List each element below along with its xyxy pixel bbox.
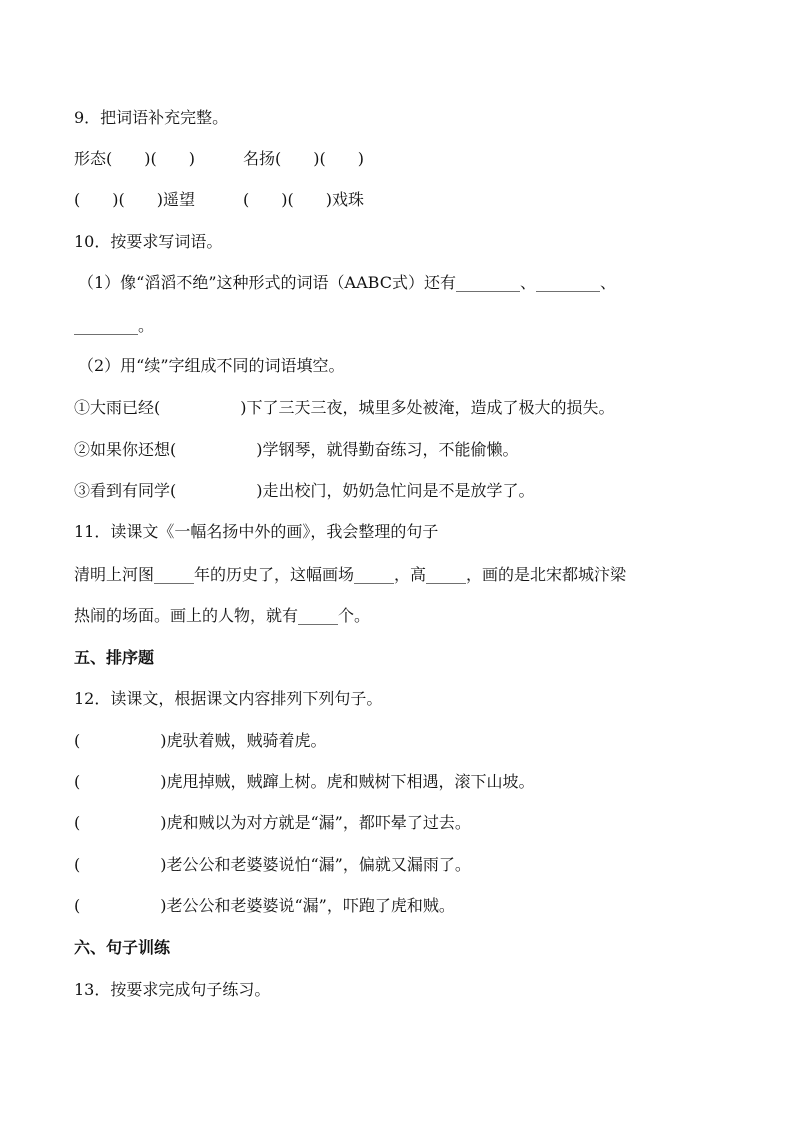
question-11-line-1: 清明上河图_____年的历史了，这幅画场_____，高_____，画的是北宋都城汴梁 bbox=[74, 565, 627, 584]
question-12-item-5: ( )老公公和老婆婆说“漏”，吓跑了虎和贼。 bbox=[74, 896, 455, 915]
question-10-part-1: （1）像“滔滔不绝”这种形式的词语（AABC式）还有________、________、 bbox=[78, 273, 616, 292]
question-10-item-3: ③看到有同学( )走出校门，奶奶急忙问是不是放学了。 bbox=[74, 481, 535, 500]
question-10-heading: 10．按要求写词语。 bbox=[74, 232, 223, 251]
question-12-item-4: ( )老公公和老婆婆说怕“漏”，偏就又漏雨了。 bbox=[74, 855, 471, 874]
question-10-item-2: ②如果你还想( )学钢琴，就得勤奋练习，不能偷懒。 bbox=[74, 440, 519, 459]
question-9-heading: 9．把词语补充完整。 bbox=[74, 108, 229, 127]
question-9-line-2: ( )( )遥望 ( )( )戏珠 bbox=[74, 190, 364, 209]
question-11-line-2: 热闹的场面。画上的人物，就有_____个。 bbox=[74, 606, 371, 625]
question-12-heading: 12．读课文，根据课文内容排列下列句子。 bbox=[74, 689, 383, 708]
question-11-heading: 11．读课文《一幅名扬中外的画》，我会整理的句子 bbox=[74, 522, 439, 541]
question-10-part-2: （2）用“续”字组成不同的词语填空。 bbox=[78, 356, 345, 375]
section-5-title: 五、排序题 bbox=[74, 648, 155, 667]
question-10-part-1-cont: ________。 bbox=[74, 316, 155, 335]
question-12-item-3: ( )虎和贼以为对方就是“漏”，都吓晕了过去。 bbox=[74, 813, 471, 832]
question-13-heading: 13．按要求完成句子练习。 bbox=[74, 980, 271, 999]
section-6-title: 六、句子训练 bbox=[74, 938, 171, 957]
question-12-item-2: ( )虎甩掉贼，贼蹿上树。虎和贼树下相遇，滚下山坡。 bbox=[74, 772, 535, 791]
question-9-line-1: 形态( )( ) 名扬( )( ) bbox=[74, 149, 364, 168]
question-12-item-1: ( )虎驮着贼，贼骑着虎。 bbox=[74, 731, 327, 750]
question-10-item-1: ①大雨已经( )下了三天三夜，城里多处被淹，造成了极大的损失。 bbox=[74, 398, 615, 417]
